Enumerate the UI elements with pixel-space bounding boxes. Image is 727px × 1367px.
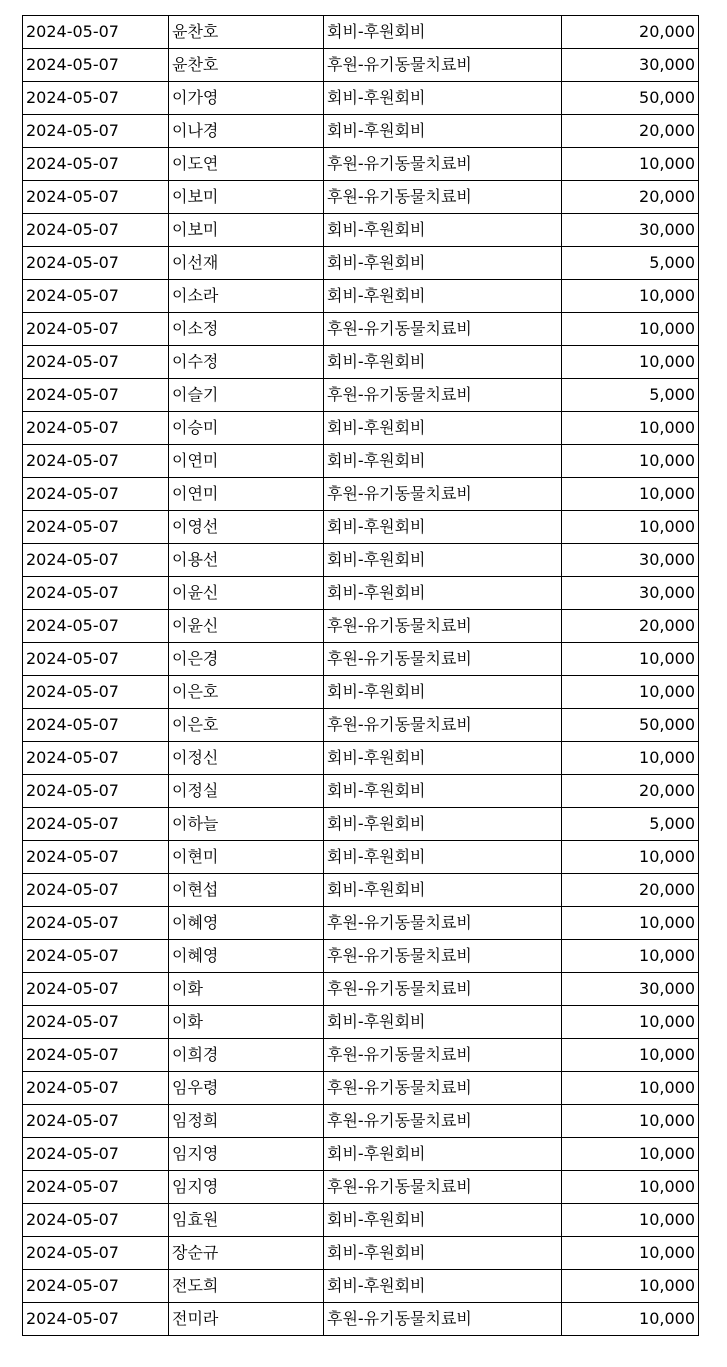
date-cell: 2024-05-07 — [23, 478, 169, 511]
category-cell: 후원-유기동물치료비 — [324, 181, 562, 214]
category-cell: 후원-유기동물치료비 — [324, 148, 562, 181]
date-cell: 2024-05-07 — [23, 907, 169, 940]
category-cell: 회비-후원회비 — [324, 874, 562, 907]
table-row — [23, 1138, 699, 1171]
name-cell: 이혜영 — [169, 940, 324, 973]
name-cell: 임우령 — [169, 1072, 324, 1105]
table-row — [23, 478, 699, 511]
date-cell: 2024-05-07 — [23, 775, 169, 808]
table-row — [23, 379, 699, 412]
date-cell: 2024-05-07 — [23, 1138, 169, 1171]
category-cell: 회비-후원회비 — [324, 1006, 562, 1039]
name-cell: 이나경 — [169, 115, 324, 148]
name-cell: 이연미 — [169, 445, 324, 478]
table-row — [23, 313, 699, 346]
category-cell: 회비-후원회비 — [324, 841, 562, 874]
date-cell: 2024-05-07 — [23, 1006, 169, 1039]
category-cell: 후원-유기동물치료비 — [324, 610, 562, 643]
name-cell: 윤찬호 — [169, 49, 324, 82]
category-cell: 후원-유기동물치료비 — [324, 1105, 562, 1138]
amount-cell: 30,000 — [562, 214, 699, 247]
name-cell: 이슬기 — [169, 379, 324, 412]
amount-cell: 20,000 — [562, 874, 699, 907]
table-row — [23, 511, 699, 544]
table-row — [23, 544, 699, 577]
date-cell: 2024-05-07 — [23, 1237, 169, 1270]
amount-cell: 10,000 — [562, 676, 699, 709]
amount-cell: 10,000 — [562, 643, 699, 676]
name-cell: 전도희 — [169, 1270, 324, 1303]
category-cell: 후원-유기동물치료비 — [324, 1171, 562, 1204]
table-row — [23, 841, 699, 874]
table-row — [23, 775, 699, 808]
table-row — [23, 940, 699, 973]
amount-cell: 10,000 — [562, 1270, 699, 1303]
name-cell: 이은경 — [169, 643, 324, 676]
name-cell: 임지영 — [169, 1138, 324, 1171]
date-cell: 2024-05-07 — [23, 841, 169, 874]
amount-cell: 10,000 — [562, 1006, 699, 1039]
name-cell: 이정실 — [169, 775, 324, 808]
category-cell: 회비-후원회비 — [324, 445, 562, 478]
date-cell: 2024-05-07 — [23, 676, 169, 709]
table-row — [23, 115, 699, 148]
date-cell: 2024-05-07 — [23, 16, 169, 49]
date-cell: 2024-05-07 — [23, 511, 169, 544]
name-cell: 이용선 — [169, 544, 324, 577]
date-cell: 2024-05-07 — [23, 280, 169, 313]
table-row — [23, 1204, 699, 1237]
category-cell: 회비-후원회비 — [324, 346, 562, 379]
date-cell: 2024-05-07 — [23, 808, 169, 841]
name-cell: 이소라 — [169, 280, 324, 313]
date-cell: 2024-05-07 — [23, 742, 169, 775]
category-cell: 회비-후원회비 — [324, 16, 562, 49]
date-cell: 2024-05-07 — [23, 214, 169, 247]
date-cell: 2024-05-07 — [23, 379, 169, 412]
category-cell: 후원-유기동물치료비 — [324, 313, 562, 346]
name-cell: 이영선 — [169, 511, 324, 544]
amount-cell: 10,000 — [562, 940, 699, 973]
name-cell: 이수정 — [169, 346, 324, 379]
category-cell: 회비-후원회비 — [324, 1204, 562, 1237]
category-cell: 후원-유기동물치료비 — [324, 1303, 562, 1336]
name-cell: 이가영 — [169, 82, 324, 115]
date-cell: 2024-05-07 — [23, 940, 169, 973]
amount-cell: 10,000 — [562, 1039, 699, 1072]
amount-cell: 10,000 — [562, 313, 699, 346]
category-cell: 회비-후원회비 — [324, 1270, 562, 1303]
name-cell: 이도연 — [169, 148, 324, 181]
amount-cell: 50,000 — [562, 82, 699, 115]
amount-cell: 5,000 — [562, 379, 699, 412]
amount-cell: 20,000 — [562, 775, 699, 808]
amount-cell: 20,000 — [562, 115, 699, 148]
date-cell: 2024-05-07 — [23, 247, 169, 280]
name-cell: 이하늘 — [169, 808, 324, 841]
name-cell: 이현미 — [169, 841, 324, 874]
amount-cell: 10,000 — [562, 1072, 699, 1105]
category-cell: 회비-후원회비 — [324, 1138, 562, 1171]
amount-cell: 30,000 — [562, 577, 699, 610]
category-cell: 회비-후원회비 — [324, 775, 562, 808]
category-cell: 회비-후원회비 — [324, 808, 562, 841]
date-cell: 2024-05-07 — [23, 643, 169, 676]
date-cell: 2024-05-07 — [23, 610, 169, 643]
table-row — [23, 1039, 699, 1072]
table-row — [23, 16, 699, 49]
amount-cell: 10,000 — [562, 1237, 699, 1270]
name-cell: 이윤신 — [169, 610, 324, 643]
table-row — [23, 874, 699, 907]
amount-cell: 10,000 — [562, 1105, 699, 1138]
table-row — [23, 808, 699, 841]
date-cell: 2024-05-07 — [23, 874, 169, 907]
name-cell: 이승미 — [169, 412, 324, 445]
date-cell: 2024-05-07 — [23, 544, 169, 577]
name-cell: 윤찬호 — [169, 16, 324, 49]
table-row — [23, 1303, 699, 1336]
table-row — [23, 907, 699, 940]
table-row — [23, 610, 699, 643]
amount-cell: 10,000 — [562, 478, 699, 511]
amount-cell: 20,000 — [562, 16, 699, 49]
name-cell: 이연미 — [169, 478, 324, 511]
date-cell: 2024-05-07 — [23, 148, 169, 181]
name-cell: 이현섭 — [169, 874, 324, 907]
table-row — [23, 1072, 699, 1105]
date-cell: 2024-05-07 — [23, 412, 169, 445]
table-row — [23, 577, 699, 610]
table-row — [23, 1171, 699, 1204]
name-cell: 임효원 — [169, 1204, 324, 1237]
name-cell: 이윤신 — [169, 577, 324, 610]
name-cell: 이은호 — [169, 709, 324, 742]
category-cell: 회비-후원회비 — [324, 115, 562, 148]
table-row — [23, 346, 699, 379]
category-cell: 회비-후원회비 — [324, 214, 562, 247]
table-row — [23, 676, 699, 709]
amount-cell: 10,000 — [562, 742, 699, 775]
table-row — [23, 1270, 699, 1303]
table-row — [23, 445, 699, 478]
amount-cell: 5,000 — [562, 247, 699, 280]
category-cell: 회비-후원회비 — [324, 742, 562, 775]
date-cell: 2024-05-07 — [23, 1204, 169, 1237]
table-row — [23, 49, 699, 82]
table-row — [23, 280, 699, 313]
date-cell: 2024-05-07 — [23, 1105, 169, 1138]
name-cell: 이화 — [169, 1006, 324, 1039]
amount-cell: 10,000 — [562, 907, 699, 940]
amount-cell: 10,000 — [562, 1204, 699, 1237]
table-row — [23, 82, 699, 115]
category-cell: 후원-유기동물치료비 — [324, 907, 562, 940]
table-row — [23, 742, 699, 775]
date-cell: 2024-05-07 — [23, 973, 169, 1006]
category-cell: 후원-유기동물치료비 — [324, 1039, 562, 1072]
name-cell: 이은호 — [169, 676, 324, 709]
table-row — [23, 1237, 699, 1270]
category-cell: 후원-유기동물치료비 — [324, 478, 562, 511]
amount-cell: 10,000 — [562, 280, 699, 313]
name-cell: 전미라 — [169, 1303, 324, 1336]
amount-cell: 10,000 — [562, 412, 699, 445]
category-cell: 회비-후원회비 — [324, 577, 562, 610]
table-row — [23, 181, 699, 214]
amount-cell: 10,000 — [562, 1138, 699, 1171]
date-cell: 2024-05-07 — [23, 1072, 169, 1105]
date-cell: 2024-05-07 — [23, 1171, 169, 1204]
amount-cell: 30,000 — [562, 544, 699, 577]
table-row — [23, 1006, 699, 1039]
amount-cell: 10,000 — [562, 511, 699, 544]
amount-cell: 20,000 — [562, 181, 699, 214]
name-cell: 임정희 — [169, 1105, 324, 1138]
name-cell: 임지영 — [169, 1171, 324, 1204]
name-cell: 이혜영 — [169, 907, 324, 940]
date-cell: 2024-05-07 — [23, 709, 169, 742]
amount-cell: 10,000 — [562, 445, 699, 478]
name-cell: 장순규 — [169, 1237, 324, 1270]
date-cell: 2024-05-07 — [23, 577, 169, 610]
amount-cell: 10,000 — [562, 346, 699, 379]
amount-cell: 50,000 — [562, 709, 699, 742]
category-cell: 후원-유기동물치료비 — [324, 940, 562, 973]
name-cell: 이정신 — [169, 742, 324, 775]
category-cell: 회비-후원회비 — [324, 412, 562, 445]
name-cell: 이선재 — [169, 247, 324, 280]
category-cell: 회비-후원회비 — [324, 511, 562, 544]
date-cell: 2024-05-07 — [23, 115, 169, 148]
donation-ledger-table — [22, 15, 699, 1336]
table-row — [23, 643, 699, 676]
table-row — [23, 247, 699, 280]
ledger-body — [23, 16, 699, 1336]
amount-cell: 30,000 — [562, 49, 699, 82]
category-cell: 후원-유기동물치료비 — [324, 49, 562, 82]
name-cell: 이화 — [169, 973, 324, 1006]
name-cell: 이보미 — [169, 181, 324, 214]
table-row — [23, 973, 699, 1006]
table-row — [23, 412, 699, 445]
date-cell: 2024-05-07 — [23, 346, 169, 379]
name-cell: 이보미 — [169, 214, 324, 247]
date-cell: 2024-05-07 — [23, 82, 169, 115]
category-cell: 후원-유기동물치료비 — [324, 1072, 562, 1105]
category-cell: 회비-후원회비 — [324, 1237, 562, 1270]
date-cell: 2024-05-07 — [23, 1303, 169, 1336]
amount-cell: 10,000 — [562, 841, 699, 874]
amount-cell: 10,000 — [562, 148, 699, 181]
category-cell: 후원-유기동물치료비 — [324, 709, 562, 742]
category-cell: 후원-유기동물치료비 — [324, 643, 562, 676]
table-row — [23, 709, 699, 742]
category-cell: 회비-후원회비 — [324, 247, 562, 280]
category-cell: 후원-유기동물치료비 — [324, 379, 562, 412]
name-cell: 이희경 — [169, 1039, 324, 1072]
amount-cell: 10,000 — [562, 1171, 699, 1204]
table-row — [23, 214, 699, 247]
table-row — [23, 1105, 699, 1138]
table-row — [23, 148, 699, 181]
category-cell: 후원-유기동물치료비 — [324, 973, 562, 1006]
name-cell: 이소정 — [169, 313, 324, 346]
category-cell: 회비-후원회비 — [324, 676, 562, 709]
amount-cell: 30,000 — [562, 973, 699, 1006]
date-cell: 2024-05-07 — [23, 49, 169, 82]
date-cell: 2024-05-07 — [23, 1270, 169, 1303]
date-cell: 2024-05-07 — [23, 181, 169, 214]
date-cell: 2024-05-07 — [23, 1039, 169, 1072]
category-cell: 회비-후원회비 — [324, 544, 562, 577]
category-cell: 회비-후원회비 — [324, 82, 562, 115]
date-cell: 2024-05-07 — [23, 445, 169, 478]
amount-cell: 10,000 — [562, 1303, 699, 1336]
category-cell: 회비-후원회비 — [324, 280, 562, 313]
amount-cell: 20,000 — [562, 610, 699, 643]
date-cell: 2024-05-07 — [23, 313, 169, 346]
amount-cell: 5,000 — [562, 808, 699, 841]
